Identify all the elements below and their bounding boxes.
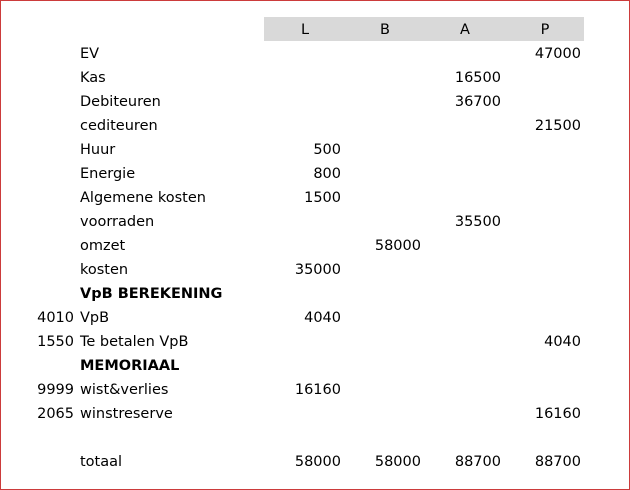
column-header-l: L — [300, 22, 310, 38]
table-row — [0, 114, 630, 138]
account-label: cediteuren — [80, 118, 158, 134]
account-code: 1550 — [37, 334, 74, 350]
cell-p: 21500 — [534, 118, 581, 134]
account-label: Algemene kosten — [80, 190, 206, 206]
cell-b: 58000 — [374, 238, 421, 254]
cell-l: 500 — [313, 142, 341, 158]
cell-p: 16160 — [534, 406, 581, 422]
account-code: 4010 — [37, 310, 74, 326]
cell-a: 88700 — [454, 454, 501, 470]
account-label: winstreserve — [80, 406, 173, 422]
table-row — [0, 450, 630, 474]
cell-a: 35500 — [454, 214, 501, 230]
table-row — [0, 402, 630, 426]
table-row — [0, 138, 630, 162]
table-row — [0, 378, 630, 402]
account-label: Energie — [80, 166, 136, 182]
account-code: 2065 — [37, 406, 74, 422]
account-label: Huur — [80, 142, 116, 158]
cell-l: 58000 — [294, 454, 341, 470]
account-label: kosten — [80, 262, 129, 278]
account-label: EV — [80, 46, 100, 62]
account-label: Debiteuren — [80, 94, 161, 110]
table-row — [0, 426, 630, 450]
table-row — [0, 330, 630, 354]
cell-l: 1500 — [304, 190, 341, 206]
cell-l: 4040 — [304, 310, 341, 326]
table-row — [0, 42, 630, 66]
table-row — [0, 186, 630, 210]
column-header-p: P — [540, 22, 550, 38]
table-row — [0, 354, 630, 378]
table-row — [0, 66, 630, 90]
section-heading: VpB BEREKENING — [80, 286, 223, 302]
account-label: totaal — [80, 454, 123, 470]
table-row — [0, 306, 630, 330]
account-label: wist&verlies — [80, 382, 169, 398]
cell-b: 58000 — [374, 454, 421, 470]
account-label: voorraden — [80, 214, 155, 230]
cell-a: 36700 — [454, 94, 501, 110]
column-header-a: A — [460, 22, 470, 38]
account-label: Kas — [80, 70, 106, 86]
section-heading: MEMORIAAL — [80, 358, 180, 374]
table-row — [0, 234, 630, 258]
cell-l: 35000 — [294, 262, 341, 278]
account-label: omzet — [80, 238, 126, 254]
cell-l: 16160 — [294, 382, 341, 398]
account-label: Te betalen VpB — [80, 334, 189, 350]
table-row — [0, 282, 630, 306]
table-row — [0, 90, 630, 114]
cell-p: 88700 — [534, 454, 581, 470]
column-header-b: B — [380, 22, 390, 38]
cell-p: 4040 — [544, 334, 581, 350]
cell-p: 47000 — [534, 46, 581, 62]
table-row — [0, 258, 630, 282]
table-row — [0, 162, 630, 186]
account-code: 9999 — [37, 382, 74, 398]
account-label: VpB — [80, 310, 110, 326]
cell-l: 800 — [313, 166, 341, 182]
table-row — [0, 210, 630, 234]
cell-a: 16500 — [454, 70, 501, 86]
